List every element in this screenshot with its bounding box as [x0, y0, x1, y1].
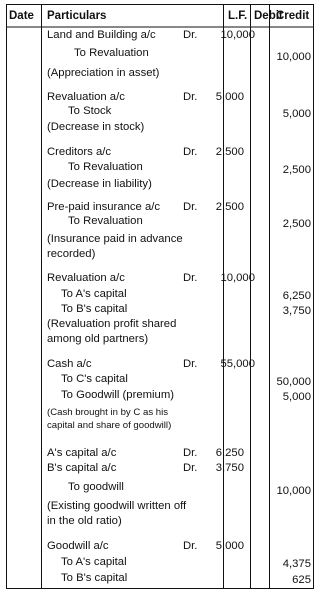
dr-marker: Dr.	[183, 272, 198, 284]
debit-amount: 10,000	[220, 29, 255, 41]
debit-amount: 2,500	[215, 201, 244, 213]
entry-narration: (Decrease in liability)	[47, 178, 152, 190]
header-particulars: Particulars	[47, 10, 107, 22]
entry-particular: Land and Building a/c	[47, 29, 156, 41]
entry-particular: A's capital a/c	[47, 447, 117, 459]
credit-amount: 10,000	[276, 51, 311, 63]
entry-particular: To C's capital	[61, 373, 128, 385]
entry-narration: (Revaluation profit shared	[47, 318, 177, 330]
entry-narration: (Decrease in stock)	[47, 121, 145, 133]
credit-amount: 4,375	[282, 558, 311, 570]
entry-particular: To B's capital	[61, 572, 128, 584]
entry-particular: Goodwill a/c	[47, 540, 109, 552]
header-lf: L.F.	[228, 10, 248, 22]
entry-narration: capital and share of goodwill)	[47, 420, 172, 431]
entry-particular: B's capital a/c	[47, 462, 117, 474]
entry-narration: (Existing goodwill written off	[47, 500, 187, 512]
entry-particular: To A's capital	[61, 288, 127, 300]
credit-amount: 625	[292, 574, 311, 586]
entry-particular: Cash a/c	[47, 358, 92, 370]
entry-particular: Revaluation a/c	[47, 91, 125, 103]
credit-amount: 10,000	[276, 485, 311, 497]
credit-amount: 3,750	[282, 305, 311, 317]
entry-particular: To Revaluation	[68, 161, 143, 173]
entry-particular: Creditors a/c	[47, 146, 112, 158]
entry-narration: among old partners)	[47, 333, 149, 345]
entry-narration: recorded)	[47, 248, 96, 260]
debit-amount: 55,000	[220, 358, 255, 370]
entry-narration: in the old ratio)	[47, 515, 122, 527]
entry-particular: To Goodwill (premium)	[61, 389, 174, 401]
entry-particular: To Revaluation	[74, 47, 149, 59]
dr-marker: Dr.	[183, 91, 198, 103]
journal-table	[6, 4, 314, 589]
credit-amount: 5,000	[282, 108, 311, 120]
entry-narration: (Appreciation in asset)	[47, 67, 160, 79]
debit-amount: 5,000	[215, 91, 244, 103]
entry-particular: Pre-paid insurance a/c	[47, 201, 161, 213]
dr-marker: Dr.	[183, 29, 198, 41]
credit-amount: 5,000	[282, 391, 311, 403]
credit-amount: 50,000	[276, 376, 311, 388]
entry-particular: To A's capital	[61, 556, 127, 568]
dr-marker: Dr.	[183, 540, 198, 552]
entry-particular: To Revaluation	[68, 215, 143, 227]
dr-marker: Dr.	[183, 358, 198, 370]
credit-amount: 6,250	[282, 290, 311, 302]
debit-amount: 5,000	[215, 540, 244, 552]
debit-amount: 10,000	[220, 272, 255, 284]
dr-marker: Dr.	[183, 146, 198, 158]
header-date: Date	[9, 10, 34, 22]
debit-amount: 2,500	[215, 146, 244, 158]
entry-particular: To B's capital	[61, 303, 128, 315]
entry-narration: (Cash brought in by C as his	[47, 407, 169, 418]
dr-marker: Dr.	[183, 447, 198, 459]
entry-narration: (Insurance paid in advance	[47, 233, 183, 245]
header-credit: Credit	[276, 10, 310, 22]
entry-particular: To Stock	[68, 105, 112, 117]
dr-marker: Dr.	[183, 462, 198, 474]
credit-amount: 2,500	[282, 164, 311, 176]
dr-marker: Dr.	[183, 201, 198, 213]
credit-amount: 2,500	[282, 218, 311, 230]
entry-particular: Revaluation a/c	[47, 272, 125, 284]
debit-amount: 6,250	[215, 447, 244, 459]
entry-particular: To goodwill	[68, 481, 124, 493]
debit-amount: 3,750	[215, 462, 244, 474]
header-debit: Debit	[254, 10, 283, 22]
